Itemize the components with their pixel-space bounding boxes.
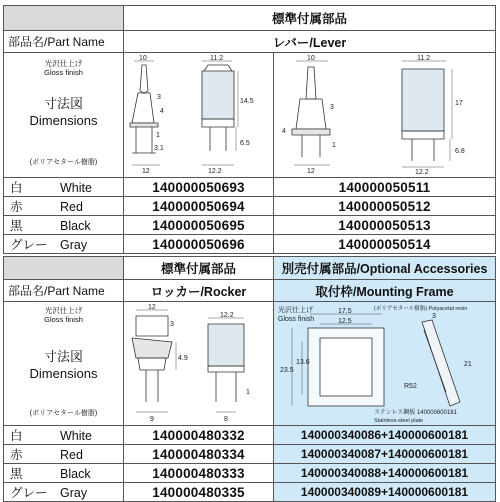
rocker-code-red: 140000480334 (124, 445, 274, 464)
svg-text:R52: R52 (404, 383, 417, 390)
frame-code-gray: 140000340089+140000600181 (274, 483, 496, 502)
svg-text:13.6: 13.6 (296, 359, 310, 366)
lever-code-gray: 140000050696 (124, 235, 274, 254)
lever-alt-code-red: 140000050512 (274, 197, 496, 216)
svg-text:11.2: 11.2 (417, 55, 431, 62)
dimensions-label-cell (4, 53, 124, 178)
svg-text:21: 21 (464, 361, 472, 368)
color-white: 白 White (4, 426, 124, 445)
svg-text:10: 10 (307, 55, 315, 62)
color-black: 黒 Black (4, 216, 124, 235)
resin-note: (ポリアセタール樹脂) (29, 159, 98, 166)
gloss-finish-en: Gloss finish (44, 68, 83, 77)
rocker-code-gray: 140000480335 (124, 483, 274, 502)
frame-code-black: 140000340088+140000600181 (274, 464, 496, 483)
color-red: 赤 Red (4, 445, 124, 464)
svg-text:3.1: 3.1 (154, 145, 164, 152)
frame-code-white: 140000340086+140000600181 (274, 426, 496, 445)
svg-text:12.2: 12.2 (415, 169, 429, 176)
svg-text:4.9: 4.9 (178, 355, 188, 362)
rocker-table (3, 256, 496, 502)
mounting-frame-drawing-svg (274, 302, 495, 425)
dimensions-en: Dimensions (29, 113, 98, 128)
lever-table (3, 5, 496, 254)
lever-drawing-alt (274, 53, 496, 178)
color-white: 白 White (4, 178, 124, 197)
corner-cell (4, 257, 124, 280)
group-header-optional: 別売付属部品/Optional Accessories (274, 257, 496, 280)
dimensions-en: Dimensions (29, 366, 98, 381)
svg-text:1: 1 (246, 389, 250, 396)
lever-alt-code-black: 140000050513 (274, 216, 496, 235)
svg-text:17: 17 (455, 100, 463, 107)
gloss-finish-en: Gloss finish (44, 315, 83, 324)
lever-alt-code-white: 140000050511 (274, 178, 496, 197)
svg-text:23.5: 23.5 (280, 367, 294, 374)
group-header-standard: 標準付属部品 (124, 257, 274, 280)
svg-text:10: 10 (139, 55, 147, 62)
color-gray: グレー Gray (4, 483, 124, 502)
corner-cell (4, 6, 124, 31)
rocker-drawing-svg (124, 302, 273, 425)
lever-drawing-svg (124, 53, 273, 177)
color-black: 黒 Black (4, 464, 124, 483)
svg-text:3: 3 (330, 104, 334, 111)
dimensions-jp: 寸法図 (43, 96, 83, 111)
lever-code-black: 140000050695 (124, 216, 274, 235)
frame-plate-en: Stainless-steel plate (374, 418, 424, 424)
rocker-drawing (124, 302, 274, 426)
svg-text:12.5: 12.5 (338, 318, 352, 325)
svg-text:3: 3 (432, 313, 436, 320)
mounting-frame-drawing (274, 302, 496, 426)
svg-text:4: 4 (160, 108, 164, 115)
resin-note: (ポリアセタール樹脂) (29, 410, 98, 417)
svg-text:12: 12 (307, 168, 315, 175)
lever-alt-drawing-svg (274, 53, 495, 177)
gloss-finish-jp: 光沢仕上げ (44, 59, 83, 68)
dimensions-label-cell (4, 302, 124, 426)
rocker-code-black: 140000480333 (124, 464, 274, 483)
part-name-lever: レバー/Lever (124, 31, 496, 53)
svg-text:12: 12 (148, 304, 156, 311)
lever-code-red: 140000050694 (124, 197, 274, 216)
color-gray: グレー Gray (4, 235, 124, 254)
svg-text:8: 8 (224, 416, 228, 423)
part-name-label: 部品名/Part Name (4, 280, 124, 302)
frame-code-red: 140000340087+140000600181 (274, 445, 496, 464)
frame-gloss-jp: 光沢仕上げ (278, 307, 313, 314)
rocker-code-white: 140000480332 (124, 426, 274, 445)
svg-text:12.2: 12.2 (220, 312, 234, 319)
frame-resin-label: (ポリアセタール樹脂) Polyacetal resin (374, 306, 468, 312)
svg-text:3: 3 (170, 321, 174, 328)
svg-text:17.5: 17.5 (338, 308, 352, 315)
frame-plate-jp: ステンレス鋼板 140000600181 (374, 410, 457, 416)
color-red: 赤 Red (4, 197, 124, 216)
part-name-mounting-frame: 取付枠/Mounting Frame (274, 280, 496, 302)
svg-text:1: 1 (332, 142, 336, 149)
lever-alt-code-gray: 140000050514 (274, 235, 496, 254)
dimensions-jp: 寸法図 (43, 349, 83, 364)
svg-text:9: 9 (150, 416, 154, 423)
lever-code-white: 140000050693 (124, 178, 274, 197)
lever-drawing-standard (124, 53, 274, 178)
svg-text:1: 1 (156, 132, 160, 139)
svg-text:6.8: 6.8 (455, 148, 465, 155)
part-name-rocker: ロッカー/Rocker (124, 280, 274, 302)
svg-text:3: 3 (157, 94, 161, 101)
svg-text:4: 4 (282, 128, 286, 135)
group-header-standard: 標準付属部品 (124, 6, 496, 31)
svg-text:14.5: 14.5 (240, 98, 254, 105)
gloss-finish-jp: 光沢仕上げ (44, 306, 83, 315)
svg-text:11.2: 11.2 (210, 55, 224, 62)
part-name-label: 部品名/Part Name (4, 31, 124, 53)
frame-gloss-en: Gloss finish (278, 316, 315, 323)
svg-text:6.5: 6.5 (240, 140, 250, 147)
svg-text:12.2: 12.2 (208, 168, 222, 175)
svg-text:12: 12 (142, 168, 150, 175)
